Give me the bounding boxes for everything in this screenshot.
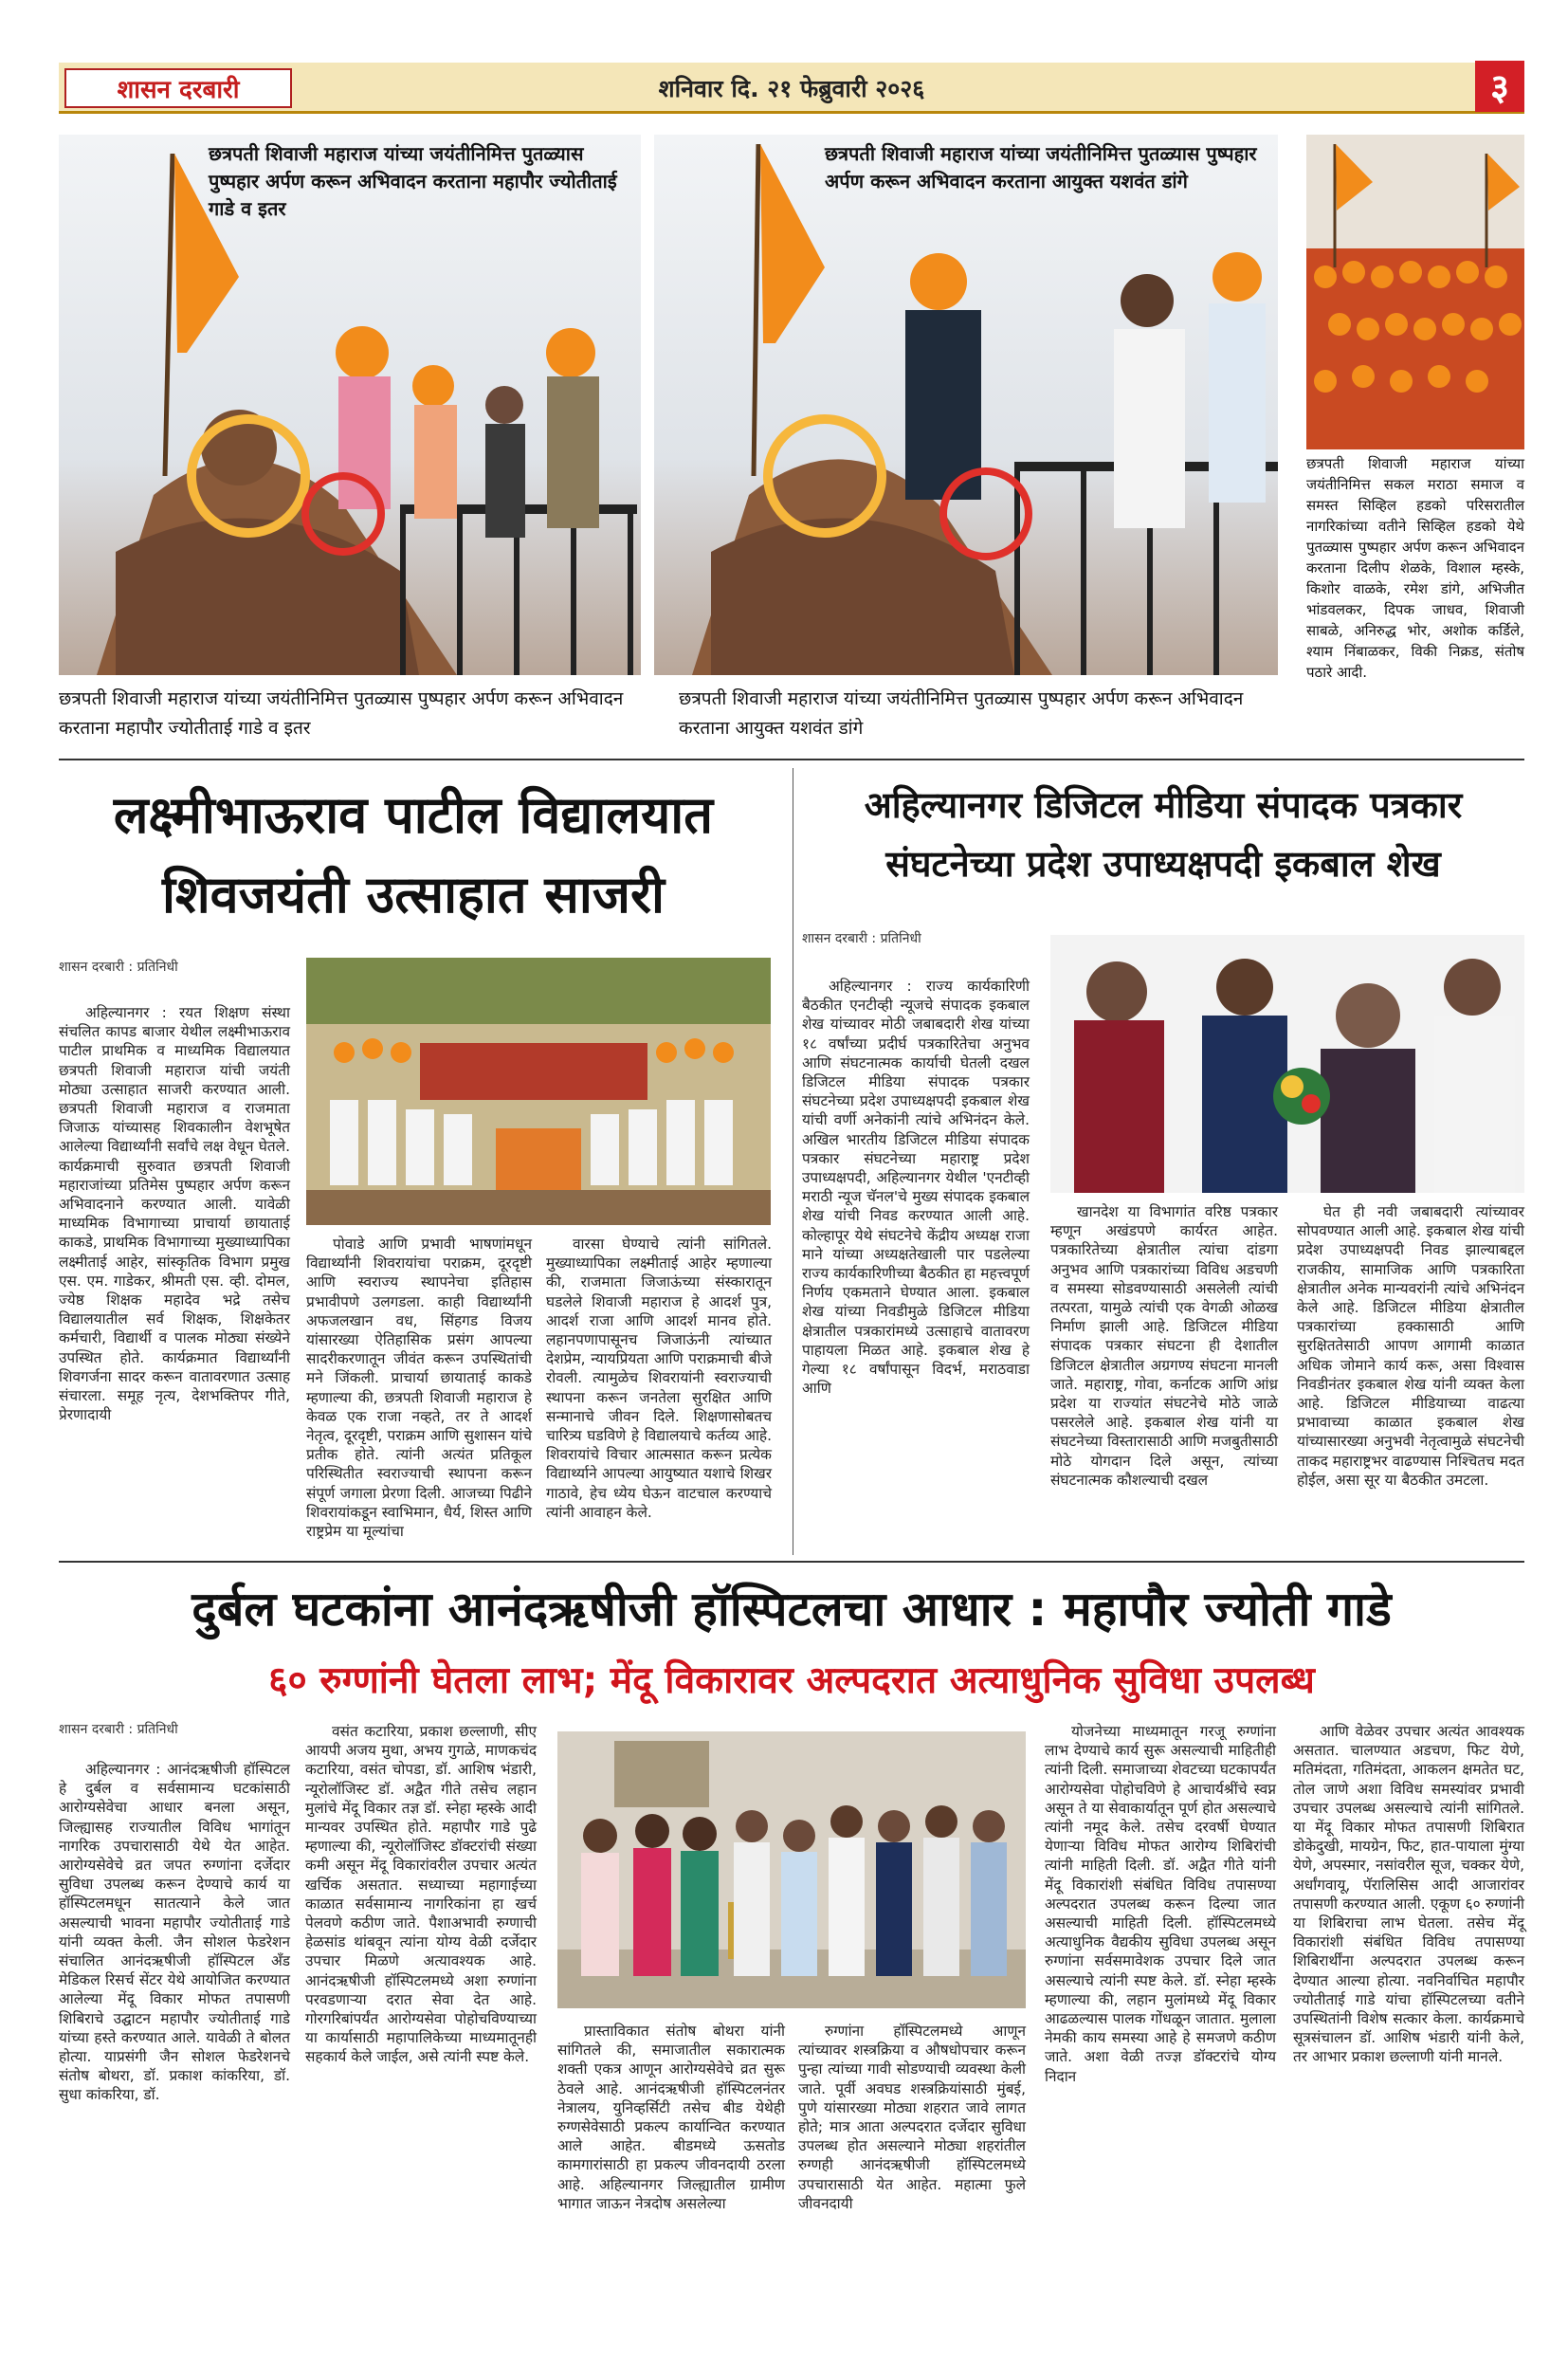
article3-col3-text: प्रास्ताविकात संतोष बोथरा यांनी सांगितले की, समाजातील सकारात्मक शक्ती एकत्र आणून आरोग्यसेवेचे व्रत सुरू ठेवले आहे. आनंदऋषीजी हॉस्पिटलनंतर नेत्रालय, युनिव्हर्सिटी तसेच बीड येथेही रुग्णसेवेसाठी प्रकल्प कार्यान्वित करण्यात आले आहेत. बीडमध्ये ऊसतोड कामगारांसाठी हा प्रकल्प जीवनदायी ठरला आहे. अहिल्यानगर जिल्ह्यातील ग्रामीण भागात जाऊन नेत्रदोष असलेल्या	[557, 2023, 785, 2212]
article1-col2-text: पोवाडे आणि प्रभावी भाषणांमधून विद्यार्थ्यांनी शिवरायांचा पराक्रम, दूरदृष्टी आणि स्वराज्य स्थापनेचा इतिहास प्रभावीपणे उलगडला. काही विद्यार्थ्यांनी अफजलखान वध, सिंहगड विजय यांसारख्या ऐतिहासिक प्रसंग आपल्या सादरीकरणातून जीवंत करून उपस्थितांची मने जिंकली. प्राचार्या छायाताई काकडे म्हणाल्या की, छत्रपती शिवाजी महाराज हे केवळ एक राजा नव्हते, तर ते आदर्श नेतृत्व, दूरदृष्टी, पराक्रम आणि सुशासन यांचे प्रतीक होते. त्यांनी अत्यंत प्रतिकूल परिस्थितीत स्वराज्याची स्थापना करून संपूर्ण जगाला प्रेरणा दिली. आजच्या पिढीने शिवरायांकडून स्वाभिमान, धैर्य, शिस्त आणि राष्ट्रप्रेम या मूल्यांचा	[306, 1236, 532, 1541]
hospital-inauguration-photo	[557, 1731, 1026, 2008]
article1-column2	[306, 1235, 532, 1546]
crowd-photo-civil-hudco	[1306, 135, 1524, 449]
article3-col5-text: योजनेच्या माध्यमातून गरजू रुग्णांना लाभ देण्याचे कार्य सुरू असल्याची माहितीही त्यांनी दिली. समाजाच्या शेवटच्या घटकापर्यंत आरोग्यसेवा पोहोचविणे हे आचार्यश्रींचे स्वप्न असून ते या सेवाकार्यातून पूर्ण होत असल्याचे त्यांनी नमूद केले. तसेच दरवर्षी घेण्यात येणाऱ्या विविध मोफत आरोग्य शिबिरांची त्यांनी माहिती दिली. डॉ. अद्वैत गीते यांनी मेंदू विकारांशी संबंधित विविध तपासण्या अल्पदरात उपलब्ध करून दिल्या जात असल्याची माहिती दिली. हॉस्पिटलमध्ये अत्याधुनिक वैद्यकीय सुविधा उपलब्ध असून रुग्णांना सर्वसमावेशक उपचार दिले जात असल्याचे त्यांनी स्पष्ट केले. डॉ. स्नेहा म्हस्के म्हणाल्या की, लहान मुलांमध्ये मेंदू विकार आढळल्यास पालक गोंधळून जातात. मुलाला नेमकी काय समस्या आहे हे समजणे कठीण जाते. अशा वेळी तज्ज्ञ डॉक्टरांचे योग्य निदान	[1045, 1723, 1276, 2085]
article2-headline-line2: संघटनेच्या प्रदेश उपाध्यक्षपदी इकबाल शेख	[885, 843, 1441, 885]
article2-col1-text: अहिल्यानगर : राज्य कार्यकारिणी बैठकीत एनटीव्ही न्यूजचे संपादक इकबाल शेख यांच्यावर मोठी जबाबदारी शेख यांच्या १८ वर्षांच्या प्रदीर्घ पत्रकारितेचा अनुभव आणि संघटनात्मक कार्याची घेतली दखल डिजिटल मीडिया संपादक पत्रकार संघटनेच्या प्रदेश उपाध्यक्षपदी इकबाल शेख यांची वर्णी अनेकांनी त्यांचे अभिनंदन केले. अखिल भारतीय डिजिटल मीडिया संपादक पत्रकार संघटनेच्या महाराष्ट्र प्रदेश उपाध्यक्षपदी, अहिल्यानगर येथील 'एनटीव्ही मराठी न्यूज चॅनल'चे मुख्य संपादक इकबाल शेख यांची निवड करण्यात आली आहे. कोल्हापूर येथे संघटनेचे केंद्रीय अध्यक्ष राजा माने यांच्या अध्यक्षतेखाली पार पडलेल्या राज्य कार्यकारिणीच्या बैठकीत हा महत्त्वपूर्ण निर्णय एकमताने घेण्यात आला. इकबाल शेख यांच्या निवडीमुळे डिजिटल मीडिया क्षेत्रातील पत्रकारांमध्ये उत्साहाचे वातावरण पाहायला मिळत आहे. इकबाल शेख हे गेल्या १८ वर्षांपासून विदर्भ, मराठवाडा आणि	[802, 978, 1030, 1398]
article3-column5	[1045, 1722, 1276, 2331]
logo-text: शासन दरबारी	[117, 76, 240, 104]
article1-col1-text: अहिल्यानगर : रयत शिक्षण संस्था संचलित कापड बाजार येथील लक्ष्मीभाऊराव पाटील प्राथमिक व माध्यमिक विद्यालयात छत्रपती शिवाजी महाराज यांची जयंती मोठ्या उत्साहात साजरी करण्यात आली. छत्रपती शिवाजी महाराज व राजमाता जिजाऊ यांच्यासह शिवकालीन वेशभूषेत आलेल्या विद्यार्थ्यांनी सर्वांचे लक्ष वेधून घेतले. कार्यक्रमाची सुरुवात छत्रपती शिवाजी महाराजांच्या प्रतिमेस पुष्पहार अर्पण करून अभिवादनाने करण्यात आली. यावेळी माध्यमिक विभागाच्या प्राचार्या छायाताई काकडे, प्राथमिक विभागाच्या मुख्याध्यापिका लक्ष्मीताई आहेर, सांस्कृतिक विभाग प्रमुख एस. एम. गाडेकर, श्रीमती एस. व्ही. दोमल, ज्येष्ठ शिक्षक महादेव भद्रे तसेच विद्यालयातील सर्व शिक्षक, शिक्षकेतर कर्मचारी, विद्यार्थी व पालक मोठ्या संख्येने उपस्थित होते. कार्यक्रमात विद्यार्थ्यांनी शिवगर्जना सादर करून वातावरणात उत्साह संचारला. समूह नृत्य, देशभक्तिपर गीते, प्रेरणादायी	[59, 1004, 290, 1424]
statue-photo-mayor	[59, 135, 641, 675]
article2-headline-line1: अहिल्यानगर डिजिटल मीडिया संपादक पत्रकार	[864, 784, 1463, 826]
article1-column1	[59, 1003, 290, 1424]
photo2-overlay-caption: छत्रपती शिवाजी महाराज यांच्या जयंतीनिमित्त पुतळ्यास पुष्पहार अर्पण करून अभिवादन करताना आयुक्त यशवंत डांगे	[825, 142, 1257, 192]
inauguration-illustration	[557, 1731, 1026, 2008]
photo1-caption: छत्रपती शिवाजी महाराज यांच्या जयंतीनिमित्त पुतळ्यास पुष्पहार अर्पण करून अभिवादन करताना महापौर ज्योतीताई गाडे व इतर	[59, 688, 624, 739]
section-divider	[59, 759, 1524, 760]
article1-headline	[59, 776, 768, 935]
article2-byline: शासन दरबारी : प्रतिनिधी	[802, 931, 921, 946]
article3-headline: दुर्बल घटकांना आनंदऋषीजी हॉस्पिटलचा आधार : महापौर ज्योती गाडे	[191, 1582, 1392, 1637]
article2-column3	[1297, 1202, 1524, 1546]
article2-col3-text: घेत ही नवी जबाबदारी त्यांच्यावर सोपवण्यात आली आहे. इकबाल शेख यांची प्रदेश उपाध्यक्षपदी निवड झाल्याबद्दल राजकीय, सामाजिक आणि पत्रकारिता क्षेत्रातील अनेक मान्यवरांनी त्यांचे अभिनंदन केले आहे. डिजिटल मीडिया क्षेत्रातील पत्रकारांच्या हक्कासाठी आणि सुरक्षिततेसाठी आपण आगामी काळात अधिक जोमाने कार्य करू, असा विश्वास निवडीनंतर इकबाल शेख यांनी व्यक्त केला आहे. डिजिटल मीडियाच्या वाढत्या प्रभावाच्या काळात इकबाल शेख यांच्यासारख्या अनुभवी नेतृत्वामुळे संघटनेची ताकद महाराष्ट्रभर वाढण्यास निश्चितच मदत होईल, असा सूर या बैठकीत उमटला.	[1297, 1203, 1524, 1489]
article1-headline-line2: शिवजयंती उत्साहात साजरी	[161, 865, 665, 925]
statue-photo-commissioner	[654, 135, 1278, 675]
article1-column3	[546, 1235, 772, 1546]
saffron-flag-icon	[654, 135, 1278, 675]
school-shivjayanti-photo	[306, 958, 771, 1225]
article2-column1	[802, 977, 1030, 1546]
article3-subheadline: ६० रुग्णांनी घेतला लाभ; मेंदू विकारावर अल्पदरात अत्याधुनिक सुविधा उपलब्ध	[268, 1659, 1315, 1702]
photo1-overlay-caption: छत्रपती शिवाजी महाराज यांच्या जयंतीनिमित्त पुतळ्यास पुष्पहार अर्पण करून अभिवादन करताना महापौर ज्योतीताई गाडे व इतर	[209, 142, 617, 220]
photo3-caption: छत्रपती शिवाजी महाराज यांच्या जयंतीनिमित्त सकल मराठा समाज व समस्त सिव्हिल हडको परिसरातील नागरिकांच्या वतीने सिव्हिल हडको येथे पुतळ्यास पुष्पहार अर्पण करून अभिवादन करताना दिलीप शेळके, विशाल म्हस्के, किशोर वाळके, रमेश डांगे, अभिजीत भांडवलकर, दिपक जाधव, शिवाजी साबळे, अनिरुद्ध भोर, अशोक कर्डिले, श्याम निंबाळकर, विकी निक्रड, संतोष पठारे आदी.	[1306, 455, 1524, 681]
article2-column2	[1050, 1202, 1278, 1546]
article1-byline: शासन दरबारी : प्रतिनिधी	[59, 960, 178, 975]
felicitation-illustration	[1050, 935, 1524, 1193]
article1-col3-text: वारसा घेण्याचे त्यांनी सांगितले. मुख्याध्यापिका लक्ष्मीताई आहेर म्हणाल्या की, राजमाता जिजाऊंच्या संस्कारातून घडलेले शिवाजी महाराज हे आदर्श पुत्र, आदर्श राजा आणि आदर्श मानव होते. लहानपणापासूनच जिजाऊंनी त्यांच्यात देशप्रेम, न्यायप्रियता आणि पराक्रमाची बीजे रोवली. त्यामुळेच शिवरायांनी स्वराज्याची स्थापना करून जनतेला सुरक्षित आणि सन्मानाचे जीवन दिले. शिक्षणासोबतच चारित्र्य घडविणे हे विद्यालयाचे कर्तव्य आहे. शिवरायांचे विचार आत्मसात करून प्रत्येक विद्यार्थ्याने आपल्या आयुष्यात यशाचे शिखर गाठावे, हेच ध्येय घेऊन वाटचाल करण्याचे त्यांनी आवाहन केले.	[546, 1236, 772, 1521]
crowd-illustration	[1306, 135, 1524, 449]
article1-headline-line1: लक्ष्मीभाऊराव पाटील विद्यालयात	[113, 785, 714, 845]
article2-headline	[802, 776, 1524, 893]
article2-col2-text: खानदेश या विभागांत वरिष्ठ पत्रकार म्हणून अखंडपणे कार्यरत आहेत. पत्रकारितेच्या क्षेत्रातील त्यांचा दांडगा अनुभव आणि पत्रकारांच्या विविध अडचणी व समस्या सोडवण्यासाठी असलेली त्यांची तत्परता, यामुळे त्यांची एक वेगळी ओळख निर्माण झाली आहे. डिजिटल मीडिया संपादक पत्रकार संघटना ही देशातील डिजिटल क्षेत्रातील अग्रगण्य संघटना मानली जाते. महाराष्ट्र, गोवा, कर्नाटक आणि आंध्र प्रदेश या राज्यांत संघटनेचे मोठे जाळे पसरलेले आहे. इकबाल शेख यांनी या संघटनेच्या विस्तारासाठी आणि मजबुतीसाठी मोठे योगदान दिले असून, त्यांच्या संघटनात्मक कौशल्याची दखल	[1050, 1203, 1278, 1489]
masthead	[59, 63, 1524, 114]
section-divider	[59, 1561, 1524, 1563]
school-group-illustration	[306, 958, 771, 1225]
article3-col2-text: वसंत कटारिया, प्रकाश छल्लाणी, सीए आयपी अजय मुथा, अभय गुगळे, माणकचंद कटारिया, वसंत चोपडा, डॉ. आशिष भंडारी, न्यूरोलॉजिस्ट डॉ. अद्वैत गीते तसेच लहान मुलांचे मेंदू विकार तज्ञ डॉ. स्नेहा म्हस्के आदी मान्यवर उपस्थित होते. महापौर गाडे पुढे म्हणाल्या की, न्यूरोलॉजिस्ट डॉक्टरांची संख्या कमी असून मेंदू विकारांवरील उपचार अत्यंत खर्चिक असतात. सध्याच्या महागाईच्या काळात सर्वसामान्य नागरिकांना हा खर्च पेलवणे कठीण जाते. पैशाअभावी रुग्णाची हेळसांड थांबवून त्यांना योग्य वेळी दर्जेदार उपचार मिळणे अत्यावश्यक आहे. आनंदऋषीजी हॉस्पिटलमध्ये अशा रुग्णांना परवडणाऱ्या दरात सेवा देत आहे. गोरगरिबांपर्यंत आरोग्यसेवा पोहोचविण्याच्या या कार्यासाठी महापालिकेच्या माध्यमातूनही सहकार्य केले जाईल, असे त्यांनी स्पष्ट केले.	[305, 1723, 537, 2066]
issue-date: शनिवार दि. २१ फेब्रुवारी २०२६	[658, 75, 925, 102]
article3-column1	[59, 1760, 290, 2331]
article3-column2	[305, 1722, 537, 2331]
photo2-caption: छत्रपती शिवाजी महाराज यांच्या जयंतीनिमित्त पुतळ्यास पुष्पहार अर्पण करून अभिवादन करताना आयुक्त यशवंत डांगे	[679, 688, 1244, 739]
page-number: ३	[1475, 61, 1524, 112]
article3-col4-text: रुग्णांना हॉस्पिटलमध्ये आणून त्यांच्यावर शस्त्रक्रिया व औषधोपचार करून पुन्हा त्यांच्या गावी सोडण्याची व्यवस्था केली जाते. पूर्वी अवघड शस्त्रक्रियांसाठी मुंबई, पुणे यांसारख्या मोठ्या शहरात जावे लागत होते; मात्र आता अल्पदरात दर्जेदार सुविधा उपलब्ध होत असल्याने मोठ्या शहरांतील रुग्णही आनंदऋषीजी हॉस्पिटलमध्ये उपचारासाठी येत आहेत. महात्मा फुले जीवनदायी	[798, 2023, 1026, 2212]
article3-byline: शासन दरबारी : प्रतिनिधी	[59, 1722, 178, 1737]
article3-col1-text: अहिल्यानगर : आनंदऋषीजी हॉस्पिटल हे दुर्बल व सर्वसामान्य घटकांसाठी आरोग्यसेवेचा आधार बनला असून, जिल्ह्यासह राज्यातील विविध भागांतून नागरिक उपचारासाठी येथे येत आहेत. आरोग्यसेवेचे व्रत जपत रुग्णांना दर्जेदार सुविधा उपलब्ध करून देण्याचे कार्य या हॉस्पिटलमधून सातत्याने केले जात असल्याची भावना महापौर ज्योतीताई गाडे यांनी व्यक्त केली. जैन सोशल फेडरेशन संचालित आनंदऋषीजी हॉस्पिटल अँड मेडिकल रिसर्च सेंटर येथे आयोजित करण्यात आलेल्या मेंदू विकार मोफत तपासणी शिबिराचे उद्घाटन महापौर ज्योतीताई गाडे यांच्या हस्ते करण्यात आले. यावेळी ते बोलत होत्या. याप्रसंगी जैन सोशल फेडरेशनचे संतोष बोथरा, डॉ. प्रकाश कांकरिया, डॉ. सुधा कांकरिया, डॉ.	[59, 1761, 290, 2104]
article3-column6	[1293, 1722, 1524, 2331]
article3-column4	[798, 2022, 1026, 2331]
iqbal-shaikh-felicitation-photo	[1050, 935, 1524, 1193]
article3-col6-text: आणि वेळेवर उपचार अत्यंत आवश्यक असतात. चालण्यात अडचण, फिट येणे, मतिमंदता, गतिमंदता, आकलन क्षमतेत घट, तोल जाणे अशा विविध समस्यांवर प्रभावी उपचार उपलब्ध असल्याचे त्यांनी सांगितले. या मेंदू विकार मोफत तपासणी शिबिरात डोकेदुखी, मायग्रेन, फिट, हात-पायाला मुंग्या येणे, अपस्मार, नसांवरील सूज, चक्कर येणे, अर्धांगवायू, पॅरालिसिस आदी आजारांवर तपासणी करण्यात आली. एकूण ६० रुग्णांनी या शिबिराचा लाभ घेतला. तसेच मेंदू विकारांशी संबंधित विविध तपासण्या शिबिरार्थींना अल्पदरात उपलब्ध करून देण्यात आल्या होत्या. नवनिर्वाचित महापौर ज्योतीताई गाडे यांचा हॉस्पिटलच्या वतीने उपस्थितांनी विशेष सत्कार केला. कार्यक्रमाचे सूत्रसंचालन डॉ. आशिष भंडारी यांनी केले, तर आभार प्रकाश छल्लाणी यांनी मानले.	[1293, 1723, 1524, 2066]
article3-column3	[557, 2022, 785, 2331]
